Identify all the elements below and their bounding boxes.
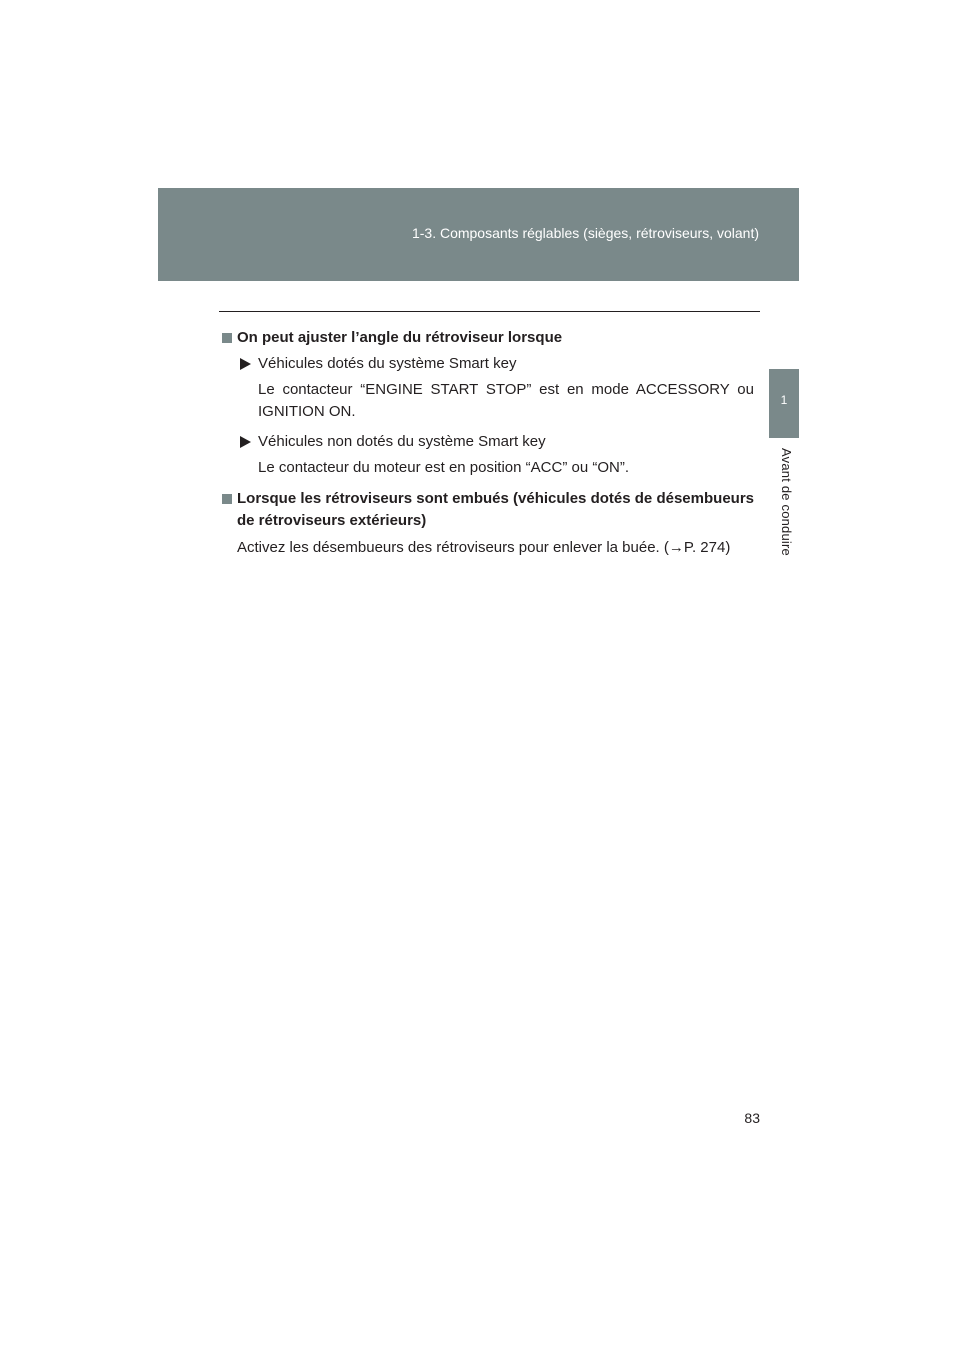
heading-text: Lorsque les rétroviseurs sont embués (véhicules dotés de désembueurs de rétroviseurs extérieurs) (237, 490, 754, 529)
section-header-band (158, 188, 799, 281)
square-bullet-icon (222, 494, 232, 504)
section-body: Activez les désembueurs des rétroviseurs pour enlever la buée. (→P. 274) (237, 539, 731, 556)
chapter-label: Avant de conduire (779, 448, 794, 556)
list-item (222, 353, 754, 375)
top-divider (219, 311, 760, 312)
triangle-bullet-icon (240, 436, 251, 448)
list-item-label: Véhicules dotés du système Smart key (258, 355, 517, 372)
section-title: 1-3. Composants réglables (sièges, rétroviseurs, volant) (411, 225, 759, 241)
triangle-bullet-icon (240, 358, 251, 370)
section-heading-mirror-adjust (222, 327, 754, 349)
list-item-label: Véhicules non dotés du système Smart key (258, 433, 546, 450)
chapter-tab (769, 369, 799, 438)
chapter-number: 1 (780, 393, 788, 407)
list-item-description: Le contacteur du moteur est en position “ACC” ou “ON”. (258, 459, 630, 476)
page-number: 83 (744, 1110, 760, 1126)
page-content (222, 327, 754, 559)
section-heading-fogged-mirrors (222, 488, 754, 532)
list-item (222, 431, 754, 453)
list-item-description: Le contacteur “ENGINE START STOP” est en mode ACCESSORY ou IGNITION ON. (258, 381, 754, 420)
heading-text: On peut ajuster l’angle du rétroviseur lorsque (237, 329, 563, 346)
square-bullet-icon (222, 333, 232, 343)
